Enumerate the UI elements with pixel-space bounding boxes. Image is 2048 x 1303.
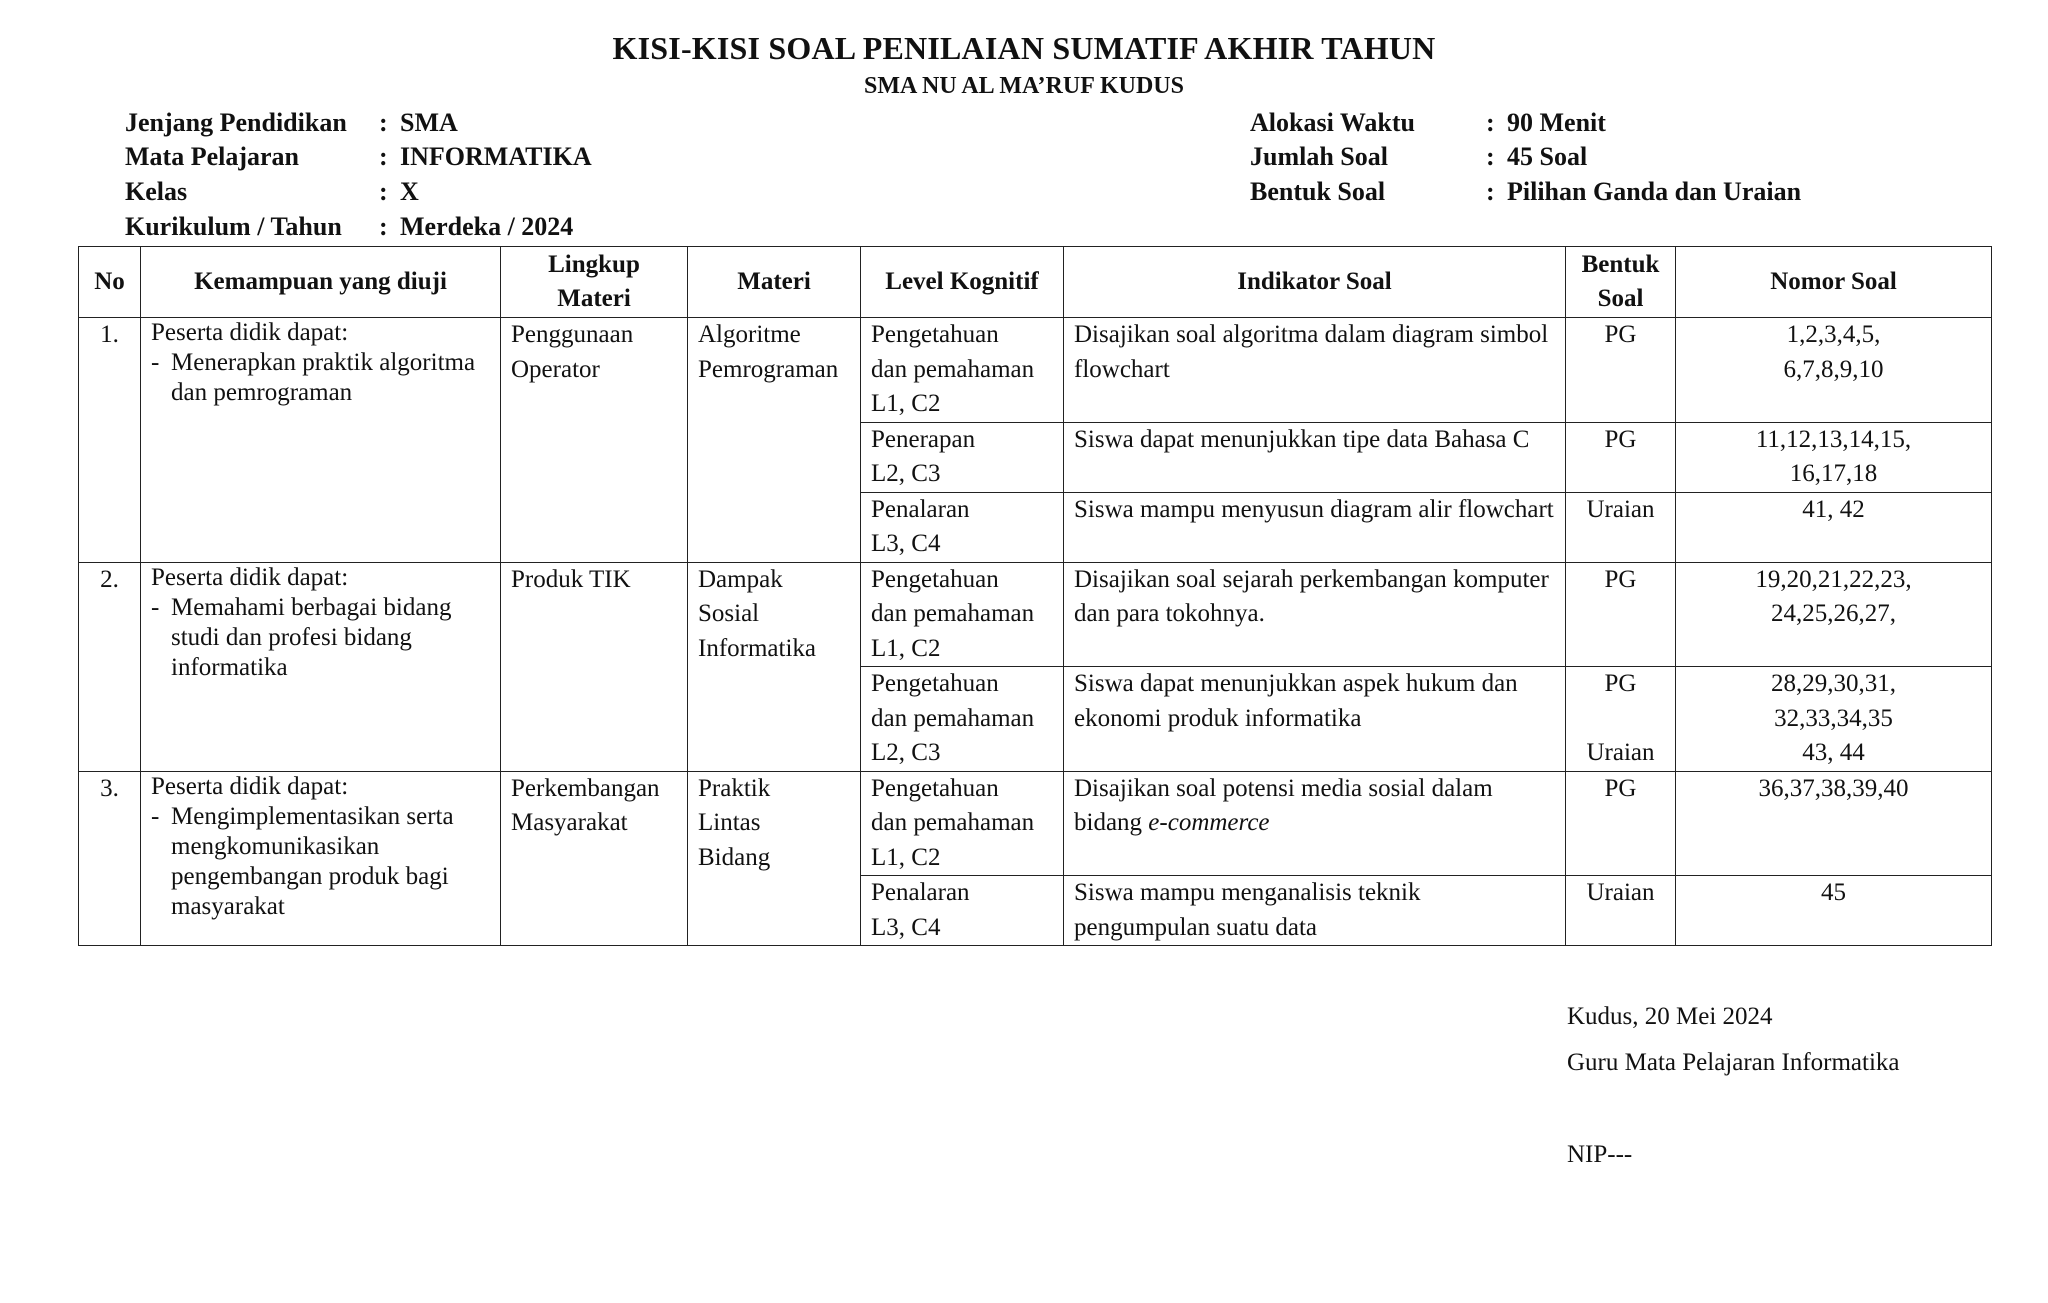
- meta-value: INFORMATIKA: [400, 142, 592, 171]
- col-header-level: Level Kognitif: [861, 247, 1064, 318]
- level-line: Pengetahuan: [871, 321, 999, 348]
- header-line: Bentuk: [1581, 251, 1660, 278]
- nomor-cell: [1676, 422, 1992, 492]
- indikator-cell: Siswa mampu menganalisis teknik pengumpulan suatu data: [1064, 876, 1566, 946]
- meta-value: SMA: [400, 108, 458, 137]
- level-line: L1, C2: [871, 634, 941, 662]
- level-line: Pengetahuan: [871, 774, 999, 802]
- materi-line: Praktik: [698, 774, 771, 802]
- document-title: KISI-KISI SOAL PENILAIAN SUMATIF AKHIR TAHUN: [612, 30, 1436, 66]
- meta-value: 90 Menit: [1507, 108, 1606, 137]
- meta-value: Pilihan Ganda dan Uraian: [1507, 177, 1802, 206]
- materi-cell: [688, 318, 861, 563]
- meta-colon: :: [1486, 142, 1495, 171]
- kemampuan-text: Menerapkan praktik algoritma dan pemrograman: [171, 349, 476, 406]
- table-row: [79, 771, 1992, 876]
- indikator-cell: Disajikan soal sejarah perkembangan komputer dan para tokohnya.: [1064, 562, 1566, 667]
- materi-line: Dampak: [698, 565, 783, 593]
- meta-colon: :: [379, 142, 388, 171]
- nomor-cell: [1676, 667, 1992, 772]
- meta-colon: :: [1486, 177, 1495, 206]
- level-line: Penerapan: [871, 425, 976, 453]
- bentuk-line: Uraian: [1586, 739, 1655, 766]
- bentuk-cell: PG: [1566, 562, 1676, 667]
- header-line: Materi: [557, 285, 631, 312]
- nomor-line: 1,2,3,4,5,: [1786, 321, 1881, 348]
- col-header-kemampuan: Kemampuan yang diuji: [141, 247, 501, 318]
- bentuk-cell: Uraian: [1566, 876, 1676, 946]
- level-cell: [861, 667, 1064, 772]
- level-cell: [861, 771, 1064, 876]
- col-header-materi: Materi: [688, 247, 861, 318]
- nomor-line: 19,20,21,22,23,: [1755, 565, 1912, 593]
- indikator-cell: Siswa dapat menunjukkan aspek hukum dan ekonomi produk informatika: [1064, 667, 1566, 772]
- col-header-bentuk: [1566, 247, 1676, 318]
- level-line: Pengetahuan: [871, 670, 999, 697]
- nomor-cell: 45: [1676, 876, 1992, 946]
- kemampuan-intro: Peserta didik dapat:: [151, 563, 349, 591]
- bentuk-cell: PG: [1566, 422, 1676, 492]
- nomor-line: 28,29,30,31,: [1771, 670, 1896, 697]
- nomor-line: 6,7,8,9,10: [1783, 355, 1884, 383]
- bentuk-cell: [1566, 667, 1676, 772]
- kemampuan-item: - Menerapkan praktik algoritma dan pemrograman: [151, 349, 476, 406]
- level-line: L3, C4: [871, 530, 941, 557]
- kemampuan-item: - Memahami berbagai bidang studi dan profesi bidang informatika: [151, 593, 452, 681]
- lingkup-line: Perkembangan: [511, 774, 660, 802]
- nomor-cell: [1676, 562, 1992, 667]
- signature-role: Guru Mata Pelajaran Informatika: [1567, 1049, 1900, 1076]
- materi-line: Pemrograman: [698, 355, 839, 383]
- nomor-line: 32,33,34,35: [1774, 704, 1893, 732]
- header-line: Lingkup: [548, 251, 640, 278]
- level-line: L2, C3: [871, 460, 941, 487]
- level-line: Penalaran: [871, 879, 970, 906]
- level-line: dan pemahaman: [871, 600, 1035, 627]
- school-name: SMA NU AL MA’RUF KUDUS: [863, 73, 1184, 99]
- level-cell: [861, 422, 1064, 492]
- materi-line: Informatika: [698, 634, 817, 662]
- meta-colon: :: [379, 212, 388, 241]
- table-row: [79, 318, 1992, 423]
- table-row: [79, 562, 1992, 667]
- nomor-line: 11,12,13,14,15,: [1755, 425, 1912, 453]
- meta-value: 45 Soal: [1507, 142, 1588, 171]
- col-header-no: No: [79, 247, 141, 318]
- row-number: 2.: [79, 562, 141, 771]
- kemampuan-item: - Mengimplementasikan serta mengkomunikasikan pengembangan produk bagi masyarakat: [151, 802, 454, 920]
- materi-line: Sosial: [698, 600, 760, 627]
- level-line: dan pemahaman: [871, 809, 1035, 836]
- kemampuan-cell: [141, 562, 501, 771]
- row-number: 3.: [79, 771, 141, 946]
- lingkup-cell: Produk TIK: [501, 562, 688, 771]
- meta-label: Jenjang Pendidikan: [125, 108, 347, 137]
- nomor-line: 43, 44: [1802, 739, 1865, 766]
- meta-value: Merdeka / 2024: [400, 212, 574, 241]
- meta-label: Bentuk Soal: [1250, 177, 1386, 206]
- level-cell: [861, 492, 1064, 562]
- bentuk-cell: PG: [1566, 318, 1676, 423]
- meta-label: Mata Pelajaran: [125, 142, 300, 171]
- level-cell: [861, 562, 1064, 667]
- kemampuan-cell: [141, 318, 501, 563]
- materi-cell: [688, 562, 861, 771]
- header-line: Soal: [1597, 285, 1644, 312]
- meta-colon: :: [1486, 108, 1495, 137]
- meta-label: Kurikulum / Tahun: [125, 212, 342, 241]
- lingkup-line: Penggunaan: [511, 321, 634, 348]
- meta-label: Kelas: [125, 177, 188, 206]
- kemampuan-text: Mengimplementasikan serta mengkomunikasikan pengembangan produk bagi masyarakat: [171, 802, 454, 920]
- bentuk-cell: PG: [1566, 771, 1676, 876]
- indikator-italic: e-commerce: [1148, 809, 1270, 836]
- signature-nip: NIP---: [1567, 1141, 1633, 1168]
- materi-line: Lintas: [698, 809, 761, 836]
- indikator-cell: [1064, 771, 1566, 876]
- signature-place-date: Kudus, 20 Mei 2024: [1567, 1003, 1773, 1030]
- indikator-text: Disajikan soal potensi media sosial dalam bidang: [1074, 774, 1493, 836]
- kemampuan-intro: Peserta didik dapat:: [151, 772, 349, 800]
- level-line: Penalaran: [871, 495, 970, 523]
- indikator-cell: Siswa dapat menunjukkan tipe data Bahasa C: [1064, 422, 1566, 492]
- table-header-row: [79, 247, 1992, 318]
- materi-cell: [688, 771, 861, 946]
- level-line: L1, C2: [871, 390, 941, 417]
- kemampuan-cell: [141, 771, 501, 946]
- nomor-line: 16,17,18: [1789, 460, 1878, 487]
- lingkup-line: Masyarakat: [511, 809, 628, 836]
- nomor-cell: [1676, 318, 1992, 423]
- level-line: L1, C2: [871, 843, 941, 871]
- nomor-cell: 41, 42: [1676, 492, 1992, 562]
- materi-line: Algoritme: [698, 321, 801, 348]
- nomor-cell: 36,37,38,39,40: [1676, 771, 1992, 876]
- meta-label: Alokasi Waktu: [1250, 108, 1415, 137]
- indikator-cell: Disajikan soal algoritma dalam diagram simbol flowchart: [1064, 318, 1566, 423]
- row-number: 1.: [79, 318, 141, 563]
- indikator-cell: Siswa mampu menyusun diagram alir flowchart: [1064, 492, 1566, 562]
- level-cell: [861, 876, 1064, 946]
- level-line: dan pemahaman: [871, 355, 1035, 383]
- kisi-kisi-table: [78, 246, 1992, 946]
- lingkup-line: Operator: [511, 355, 600, 383]
- level-line: L2, C3: [871, 739, 941, 766]
- col-header-lingkup: [501, 247, 688, 318]
- bentuk-line: PG: [1604, 670, 1637, 697]
- level-cell: [861, 318, 1064, 423]
- meta-colon: :: [379, 177, 388, 206]
- materi-line: Bidang: [698, 843, 771, 871]
- nomor-line: 24,25,26,27,: [1771, 600, 1896, 627]
- level-line: Pengetahuan: [871, 565, 999, 593]
- col-header-indikator: Indikator Soal: [1064, 247, 1566, 318]
- meta-label: Jumlah Soal: [1250, 142, 1388, 171]
- kemampuan-intro: Peserta didik dapat:: [151, 319, 349, 346]
- level-line: L3, C4: [871, 913, 941, 941]
- lingkup-cell: [501, 318, 688, 563]
- col-header-nomor: Nomor Soal: [1676, 247, 1992, 318]
- bentuk-cell: Uraian: [1566, 492, 1676, 562]
- meta-value: X: [400, 177, 419, 206]
- lingkup-cell: [501, 771, 688, 946]
- kemampuan-text: Memahami berbagai bidang studi dan profesi bidang informatika: [171, 593, 452, 681]
- meta-colon: :: [379, 108, 388, 137]
- level-line: dan pemahaman: [871, 704, 1035, 732]
